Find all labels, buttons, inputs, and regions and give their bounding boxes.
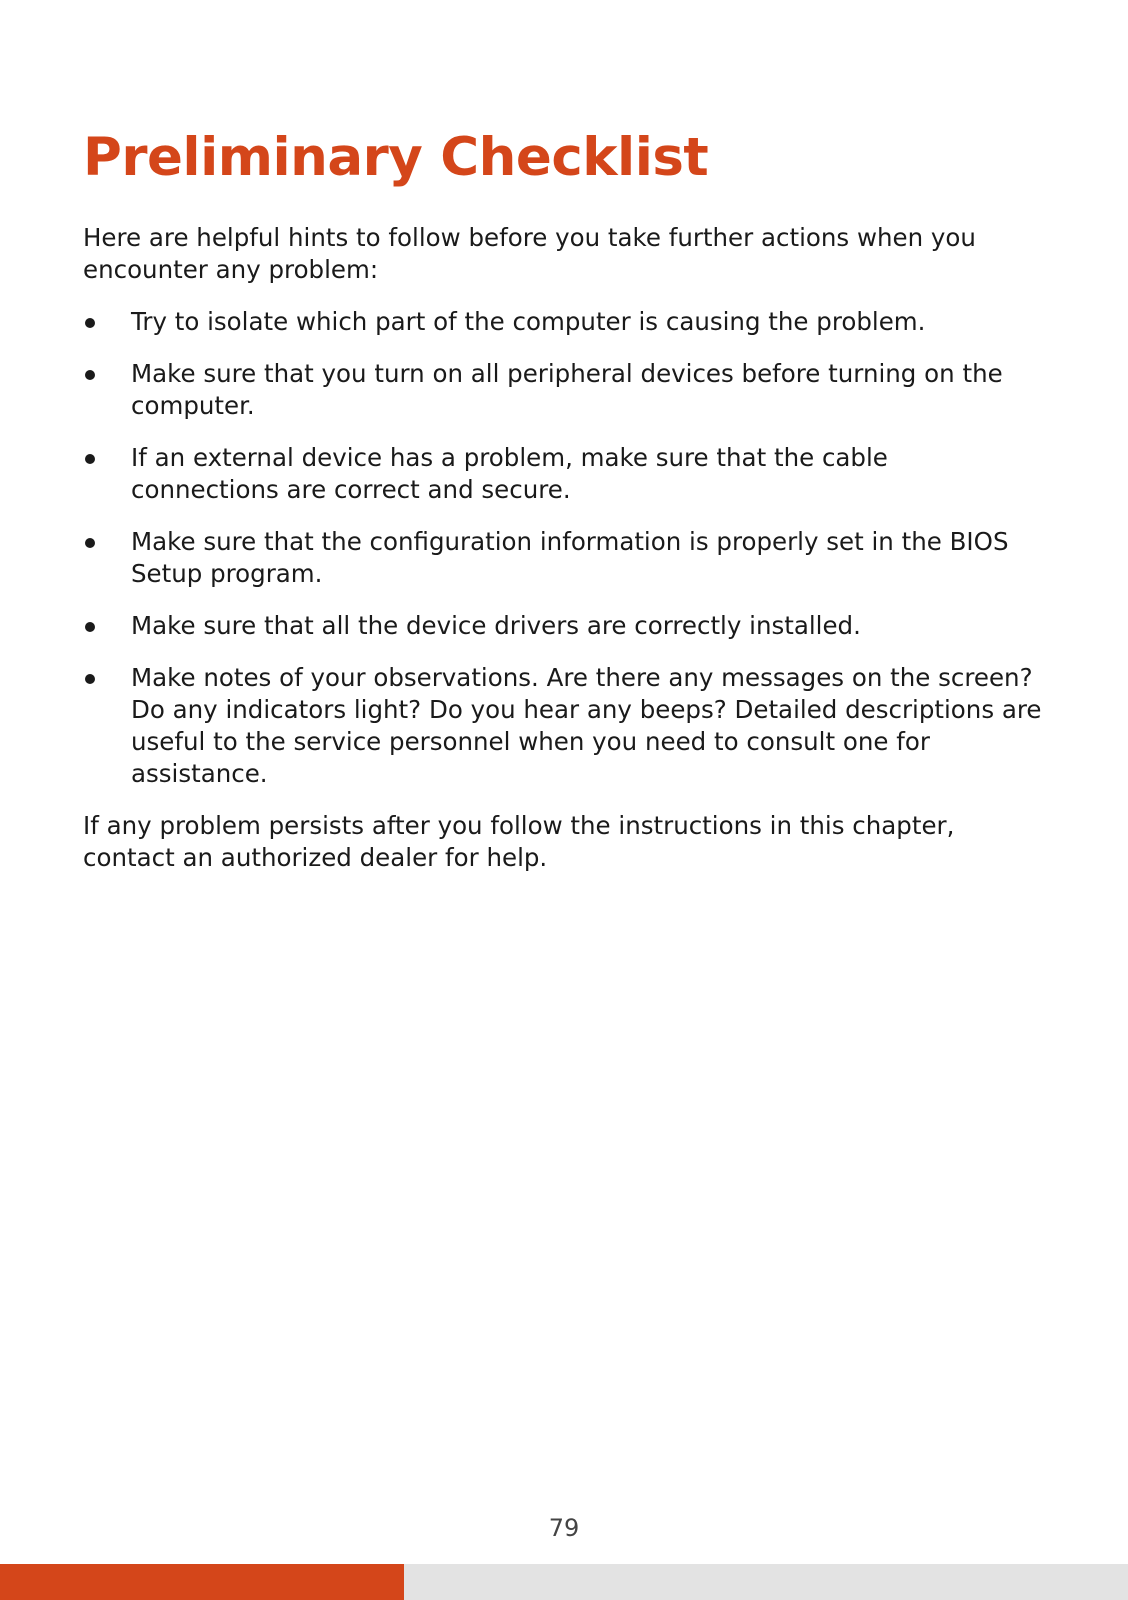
- checklist: [83, 306, 1043, 790]
- checklist-item: [83, 442, 1043, 506]
- checklist-item: [83, 610, 1043, 642]
- bullet-icon: [85, 622, 95, 632]
- checklist-item-text: Make notes of your observations. Are there any messages on the screen? Do any indicators light? Do you hear any beeps? Detailed descriptions are useful to the service personnel when you need to consult one for assistance.: [131, 663, 1042, 788]
- bullet-icon: [85, 370, 95, 380]
- footer-bar: [0, 1564, 1128, 1600]
- page-title: Preliminary Checklist: [83, 127, 709, 188]
- page-body: [83, 222, 1043, 874]
- checklist-item-text: Make sure that all the device drivers are correctly installed.: [131, 611, 861, 640]
- checklist-item-text: Try to isolate which part of the computer is causing the problem.: [131, 307, 926, 336]
- checklist-item: [83, 306, 1043, 338]
- closing-paragraph: If any problem persists after you follow the instructions in this chapter, contact an authorized dealer for help.: [83, 811, 955, 872]
- checklist-item: [83, 662, 1043, 790]
- checklist-item: [83, 526, 1043, 590]
- bullet-icon: [85, 674, 95, 684]
- intro-paragraph: Here are helpful hints to follow before you take further actions when you encounter any problem:: [83, 223, 976, 284]
- bullet-icon: [85, 318, 95, 328]
- footer-gray-stripe: [404, 1564, 1128, 1600]
- checklist-item: [83, 358, 1043, 422]
- checklist-item-text: If an external device has a problem, make sure that the cable connections are correct and secure.: [131, 443, 888, 504]
- footer-accent-stripe: [0, 1564, 404, 1600]
- bullet-icon: [85, 538, 95, 548]
- page-number: 79: [548, 1514, 580, 1542]
- checklist-item-text: Make sure that the configuration information is properly set in the BIOS Setup program.: [131, 527, 1009, 588]
- checklist-item-text: Make sure that you turn on all peripheral devices before turning on the computer.: [131, 359, 1003, 420]
- bullet-icon: [85, 454, 95, 464]
